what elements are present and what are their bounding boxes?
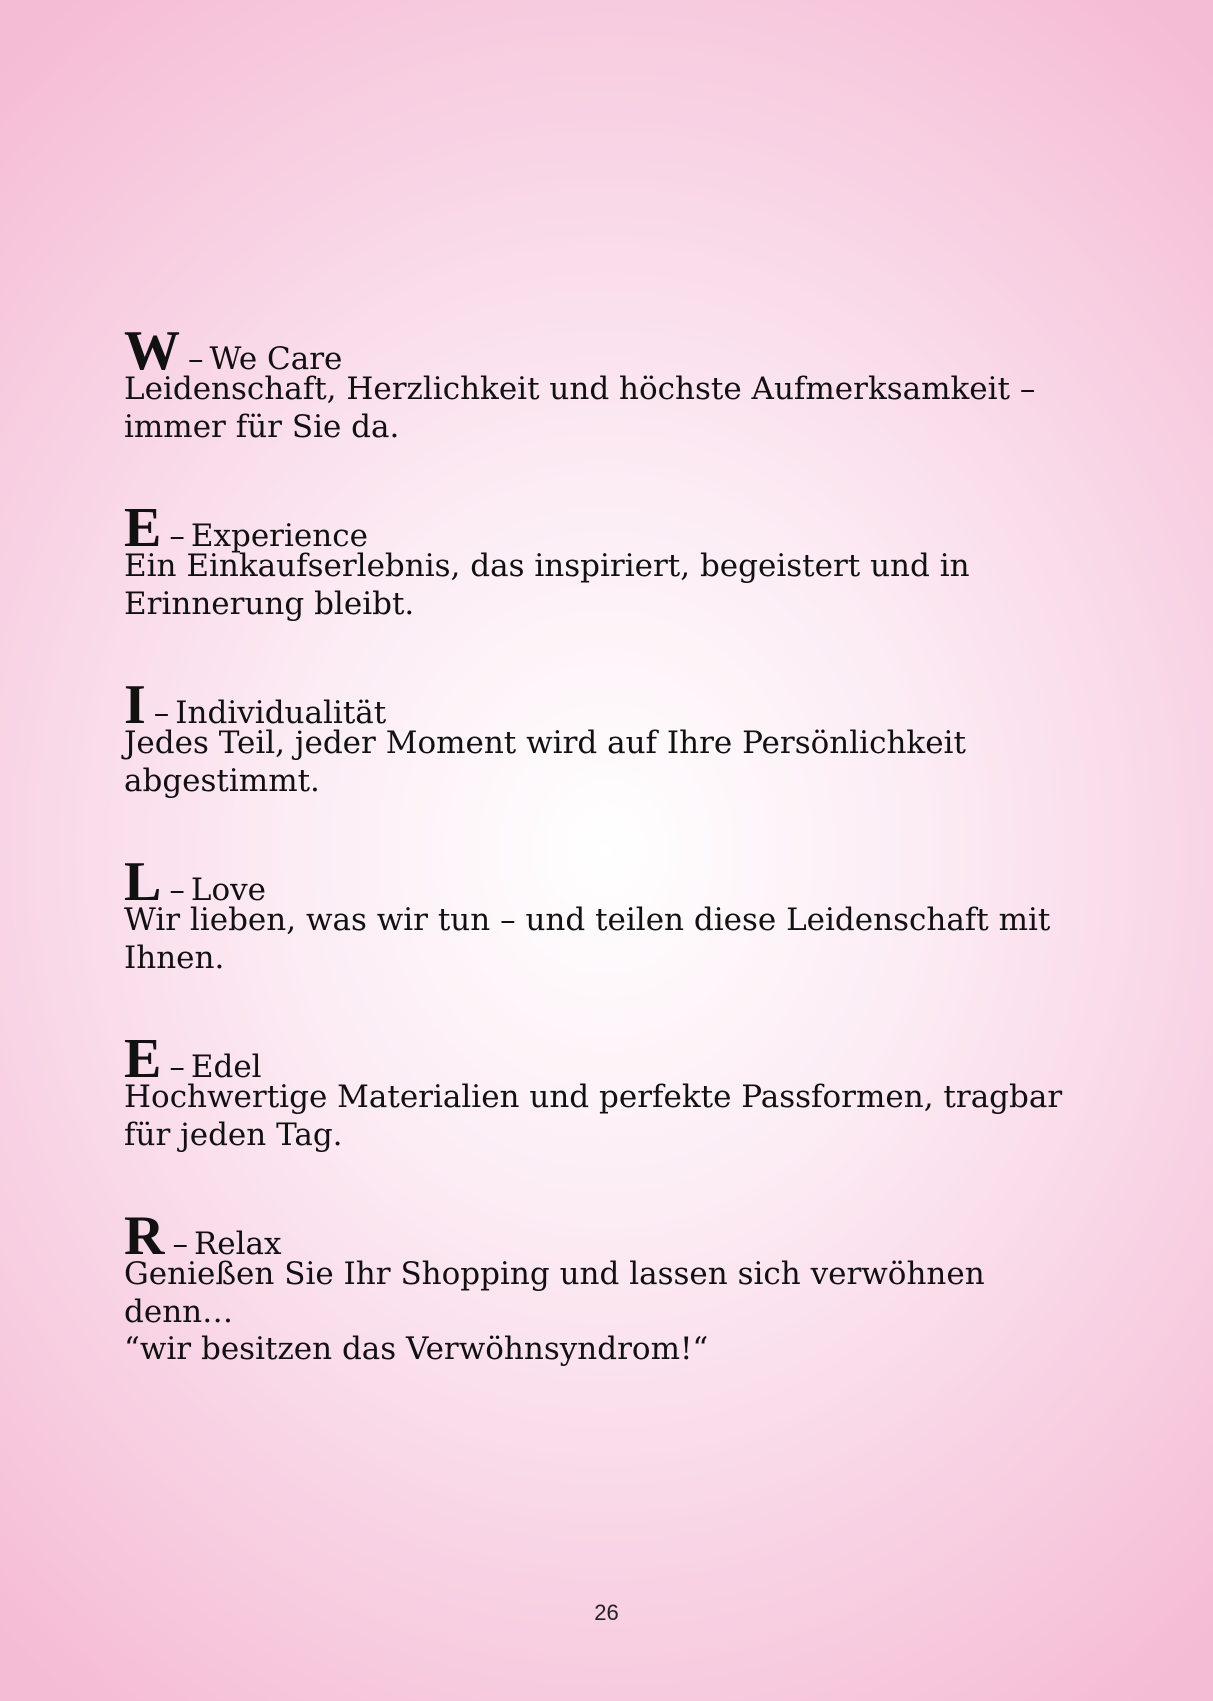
description-line: Ein Einkaufserlebnis, das inspiriert, begeistert und in	[124, 548, 970, 584]
description-line: für jeden Tag.	[124, 1116, 343, 1153]
entry-experience	[124, 497, 1124, 685]
description-line: Hochwertige Materialien und perfekte Passformen, tragbar	[124, 1079, 1063, 1115]
description-line: Leidenschaft, Herzlichkeit und höchste Aufmerksamkeit –	[124, 371, 1036, 407]
initial-letter: W	[124, 320, 180, 382]
separator: –	[169, 1049, 185, 1085]
initial-letter: E	[124, 1028, 162, 1090]
separator: –	[169, 518, 185, 554]
initial-letter: L	[124, 851, 162, 913]
entry-heading	[124, 674, 1124, 736]
entry-heading	[124, 497, 1124, 559]
entry-title: We Care	[209, 341, 343, 377]
description-line: Erinnerung bleibt.	[124, 585, 415, 622]
closing-quote: “wir besitzen das Verwöhnsyndrom!“	[124, 1331, 709, 1367]
entry-individualitaet	[124, 674, 1124, 862]
description-line: Genießen Sie Ihr Shopping und lassen sich verwöhnen	[124, 1256, 985, 1292]
initial-letter: E	[124, 497, 162, 559]
page-number: 26	[594, 1600, 619, 1625]
description-line: denn…	[124, 1293, 234, 1330]
description-line: Wir lieben, was wir tun – und teilen diese Leidenschaft mit	[124, 902, 1051, 938]
entry-heading	[124, 851, 1124, 913]
description-line: abgestimmt.	[124, 762, 320, 799]
entry-we-care	[124, 320, 1124, 508]
initial-letter: R	[124, 1205, 165, 1267]
value-list	[124, 320, 1124, 1393]
separator: –	[188, 341, 204, 377]
entry-love	[124, 851, 1124, 1039]
description-line: immer für Sie da.	[124, 408, 400, 445]
entry-title: Edel	[190, 1049, 262, 1085]
description-line: Ihnen.	[124, 939, 225, 976]
initial-letter: I	[124, 674, 146, 736]
entry-edel	[124, 1028, 1124, 1216]
entry-relax	[124, 1205, 1124, 1393]
entry-heading	[124, 1028, 1124, 1090]
entry-title: Individualität	[175, 695, 387, 731]
entry-heading	[124, 1205, 1124, 1267]
entry-title: Love	[190, 872, 266, 908]
separator: –	[153, 695, 170, 731]
entry-heading	[124, 320, 1124, 382]
entry-title: Relax	[193, 1226, 282, 1262]
separator: –	[172, 1226, 188, 1262]
description-line: Jedes Teil, jeder Moment wird auf Ihre Persönlichkeit	[124, 725, 966, 761]
entry-title: Experience	[190, 518, 368, 554]
separator: –	[169, 872, 185, 908]
